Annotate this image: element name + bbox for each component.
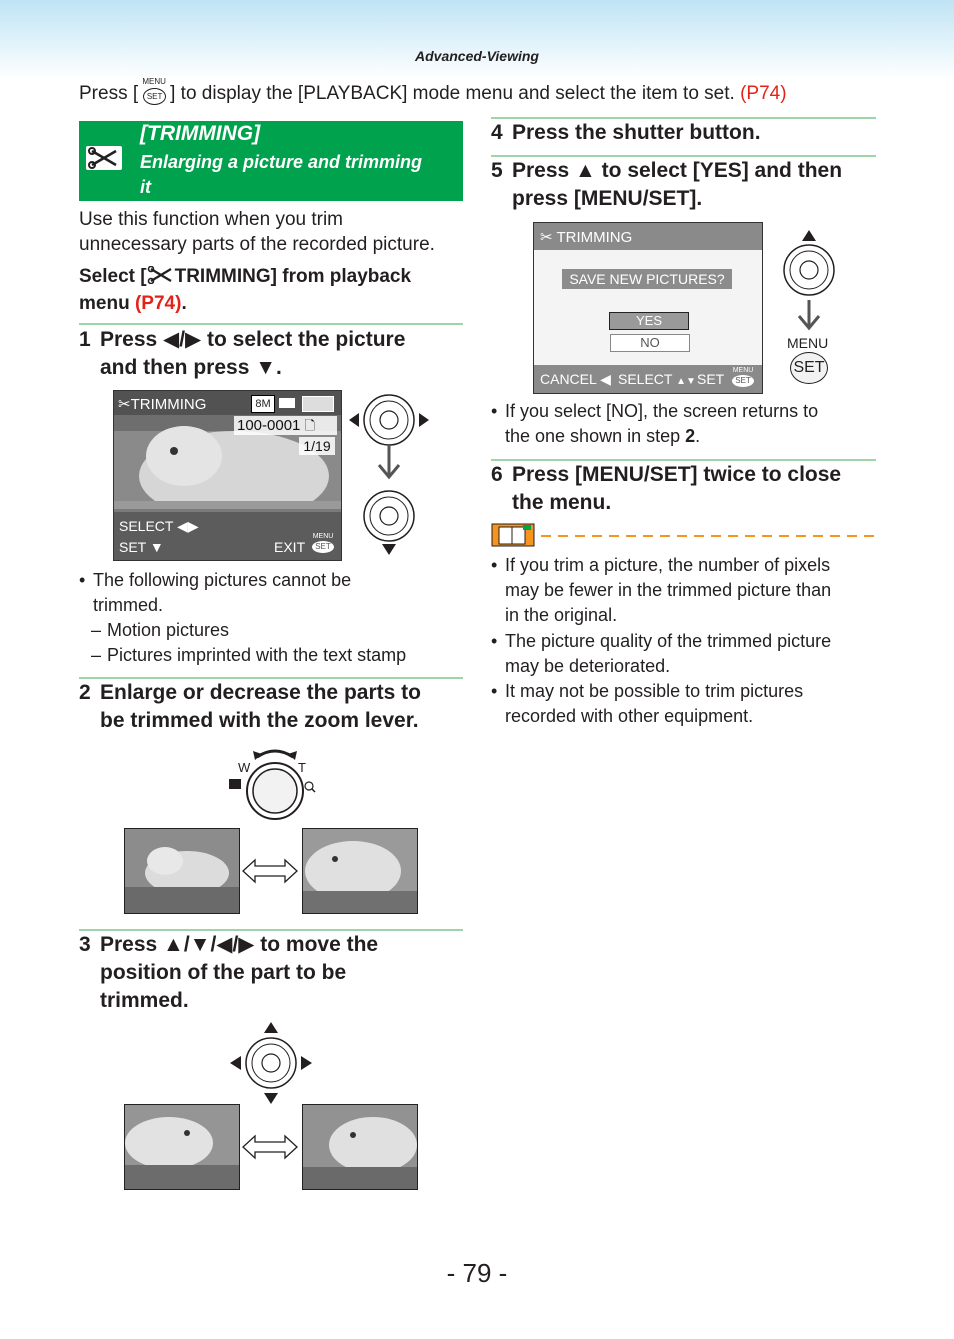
- lcd-set-hint: SET ▼: [119, 539, 164, 555]
- scissors-icon: ✂: [118, 396, 131, 413]
- notes-divider: [491, 523, 876, 549]
- section-subtitle: Enlarging a picture and trimming it: [140, 152, 423, 197]
- lcd-screen-save-confirm: [533, 222, 763, 394]
- cursor-button-diagram-step5: [780, 228, 840, 338]
- battery-icon: [302, 396, 334, 412]
- cursor-button-diagram-step1: [347, 390, 432, 560]
- photo-zoom-in: [302, 828, 418, 914]
- section-description: Use this function when you trim unnecessary parts of the recorded picture.: [79, 209, 435, 255]
- photo-zoom-out: [124, 828, 240, 914]
- file-number: 100-0001 🗋: [234, 416, 337, 435]
- lcd-set-hint: SET: [697, 371, 725, 387]
- double-arrow-icon: [241, 1133, 299, 1161]
- section-title: [TRIMMING]: [140, 122, 261, 145]
- cursor-button-diagram-step3: [228, 1020, 314, 1106]
- trimming-section-header: [79, 121, 463, 201]
- intro-page-ref[interactable]: (P74): [740, 83, 787, 104]
- save-question: SAVE NEW PICTURES?: [562, 269, 732, 289]
- intro-line: [79, 77, 787, 106]
- lcd-title: ✂TRIMMING: [118, 396, 207, 413]
- page-number: - 79 -: [446, 1258, 508, 1288]
- zoom-t-label: T: [298, 760, 306, 775]
- menu-set-button-icon: MENU SET: [312, 533, 334, 551]
- menu-set-button[interactable]: SET: [790, 352, 828, 384]
- lcd-title: ✂ TRIMMING: [540, 229, 633, 246]
- no-option[interactable]: NO: [610, 334, 690, 352]
- photo-position-a: [124, 1104, 240, 1190]
- select-instruction: Select [ TRIMMING] from playback menu (P74).: [79, 266, 412, 314]
- lcd-cancel-hint: CANCEL ◀: [540, 371, 611, 387]
- menu-set-button-icon: MENU SET: [141, 80, 167, 106]
- divider: [79, 323, 463, 325]
- picture-size-badge: 8M: [251, 395, 275, 413]
- quality-icon: [279, 398, 295, 408]
- select-page-ref[interactable]: (P74): [134, 293, 182, 314]
- intro-before: Press [: [79, 83, 139, 104]
- intro-after: ] to display the [PLAYBACK] mode menu and select the item to set.: [170, 83, 735, 104]
- lcd-select-hint: SELECT ▲▼: [618, 371, 696, 387]
- scissors-icon: [147, 266, 175, 291]
- zoom-w-label: W: [238, 760, 251, 775]
- photo-position-b: [302, 1104, 418, 1190]
- scissors-icon: [86, 146, 122, 170]
- lcd-exit-hint: EXIT: [274, 539, 306, 555]
- menu-label: MENU: [787, 335, 829, 351]
- menu-set-button-icon: MENU SET: [732, 367, 754, 385]
- zoom-lever-diagram: [225, 743, 325, 823]
- lcd-select-hint: SELECT ◀▶: [119, 518, 199, 534]
- double-arrow-icon: [241, 857, 299, 885]
- lcd-screen-select-picture: [113, 390, 342, 561]
- yes-option[interactable]: YES: [609, 312, 689, 330]
- scissors-icon: ✂: [540, 229, 553, 246]
- top-band: [0, 0, 954, 80]
- picture-count: 1/19: [299, 437, 335, 455]
- section-header: Advanced-Viewing: [415, 48, 539, 64]
